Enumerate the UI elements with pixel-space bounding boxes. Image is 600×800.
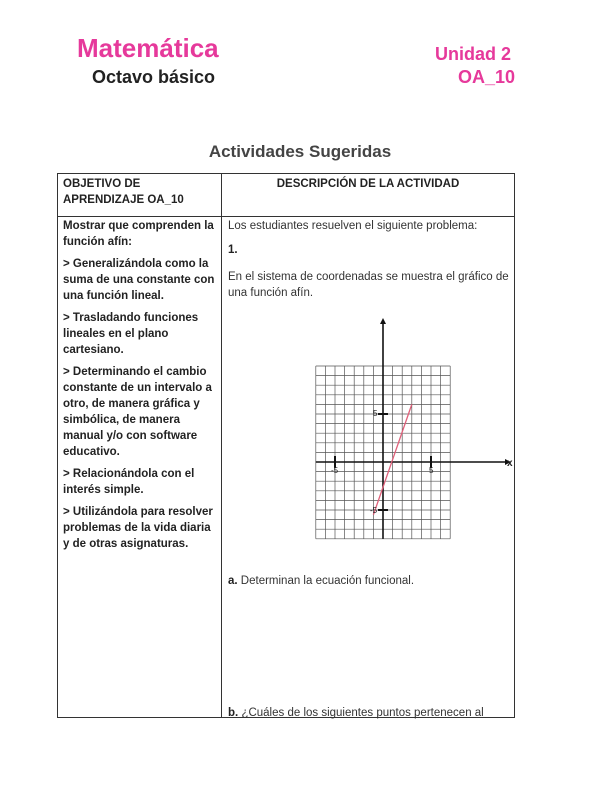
- question-a: [228, 573, 414, 589]
- x-pos-tick-label: 5: [429, 466, 434, 475]
- objective-code: OA_10: [458, 67, 516, 87]
- y-pos-tick-label: 5: [373, 409, 378, 418]
- description-column-header: DESCRIPCIÓN DE LA ACTIVIDAD: [276, 178, 460, 190]
- objective-item: > Utilizándola para resolver problemas de la vida diaria y de otras asignaturas.: [63, 506, 213, 550]
- y-axis-arrow: [380, 318, 386, 324]
- objective-item: > Determinando el cambio constante de un intervalo a otro, de manera gráfica y simbólica, de manera manual y/o con software educativo.: [63, 366, 212, 458]
- problem-statement-line1: En el sistema de coordenadas se muestra el gráfico de: [228, 271, 509, 283]
- problem-statement-line2: una función afín.: [228, 287, 314, 299]
- objective-item: > Relacionándola con el interés simple.: [63, 468, 195, 496]
- x-axis-label: x: [507, 458, 513, 469]
- problem-number: 1.: [228, 244, 238, 256]
- column-divider: [221, 174, 222, 717]
- grade-title: Octavo básico: [92, 67, 216, 87]
- question-b-text: ¿Cuáles de los siguientes puntos pertenecen al: [241, 707, 484, 719]
- question-a-label: a.: [228, 575, 238, 587]
- coordinate-graph: [249, 316, 515, 556]
- question-b-label: b.: [228, 707, 239, 719]
- question-b: [228, 705, 484, 721]
- activity-intro: Los estudiantes resuelven el siguiente problema:: [228, 220, 478, 232]
- objective-column-header: OBJETIVO DE APRENDIZAJE OA_10: [63, 178, 184, 206]
- objective-item: Mostrar que comprenden la función afín:: [63, 220, 214, 248]
- header-row-divider: [58, 216, 514, 217]
- question-a-text: Determinan la ecuación funcional.: [240, 575, 415, 587]
- section-title: Actividades Sugeridas: [208, 142, 392, 161]
- axes: [316, 318, 511, 539]
- unit-title: Unidad 2: [435, 44, 512, 64]
- y-neg-tick-label: -5: [370, 506, 378, 515]
- x-neg-tick-label: -5: [331, 466, 339, 475]
- objectives-list: [63, 218, 219, 558]
- objective-item: > Trasladando funciones lineales en el plano cartesiano.: [63, 312, 199, 356]
- subject-title: Matemática: [77, 33, 219, 63]
- objective-item: > Generalizándola como la suma de una constante con una función lineal.: [63, 258, 215, 302]
